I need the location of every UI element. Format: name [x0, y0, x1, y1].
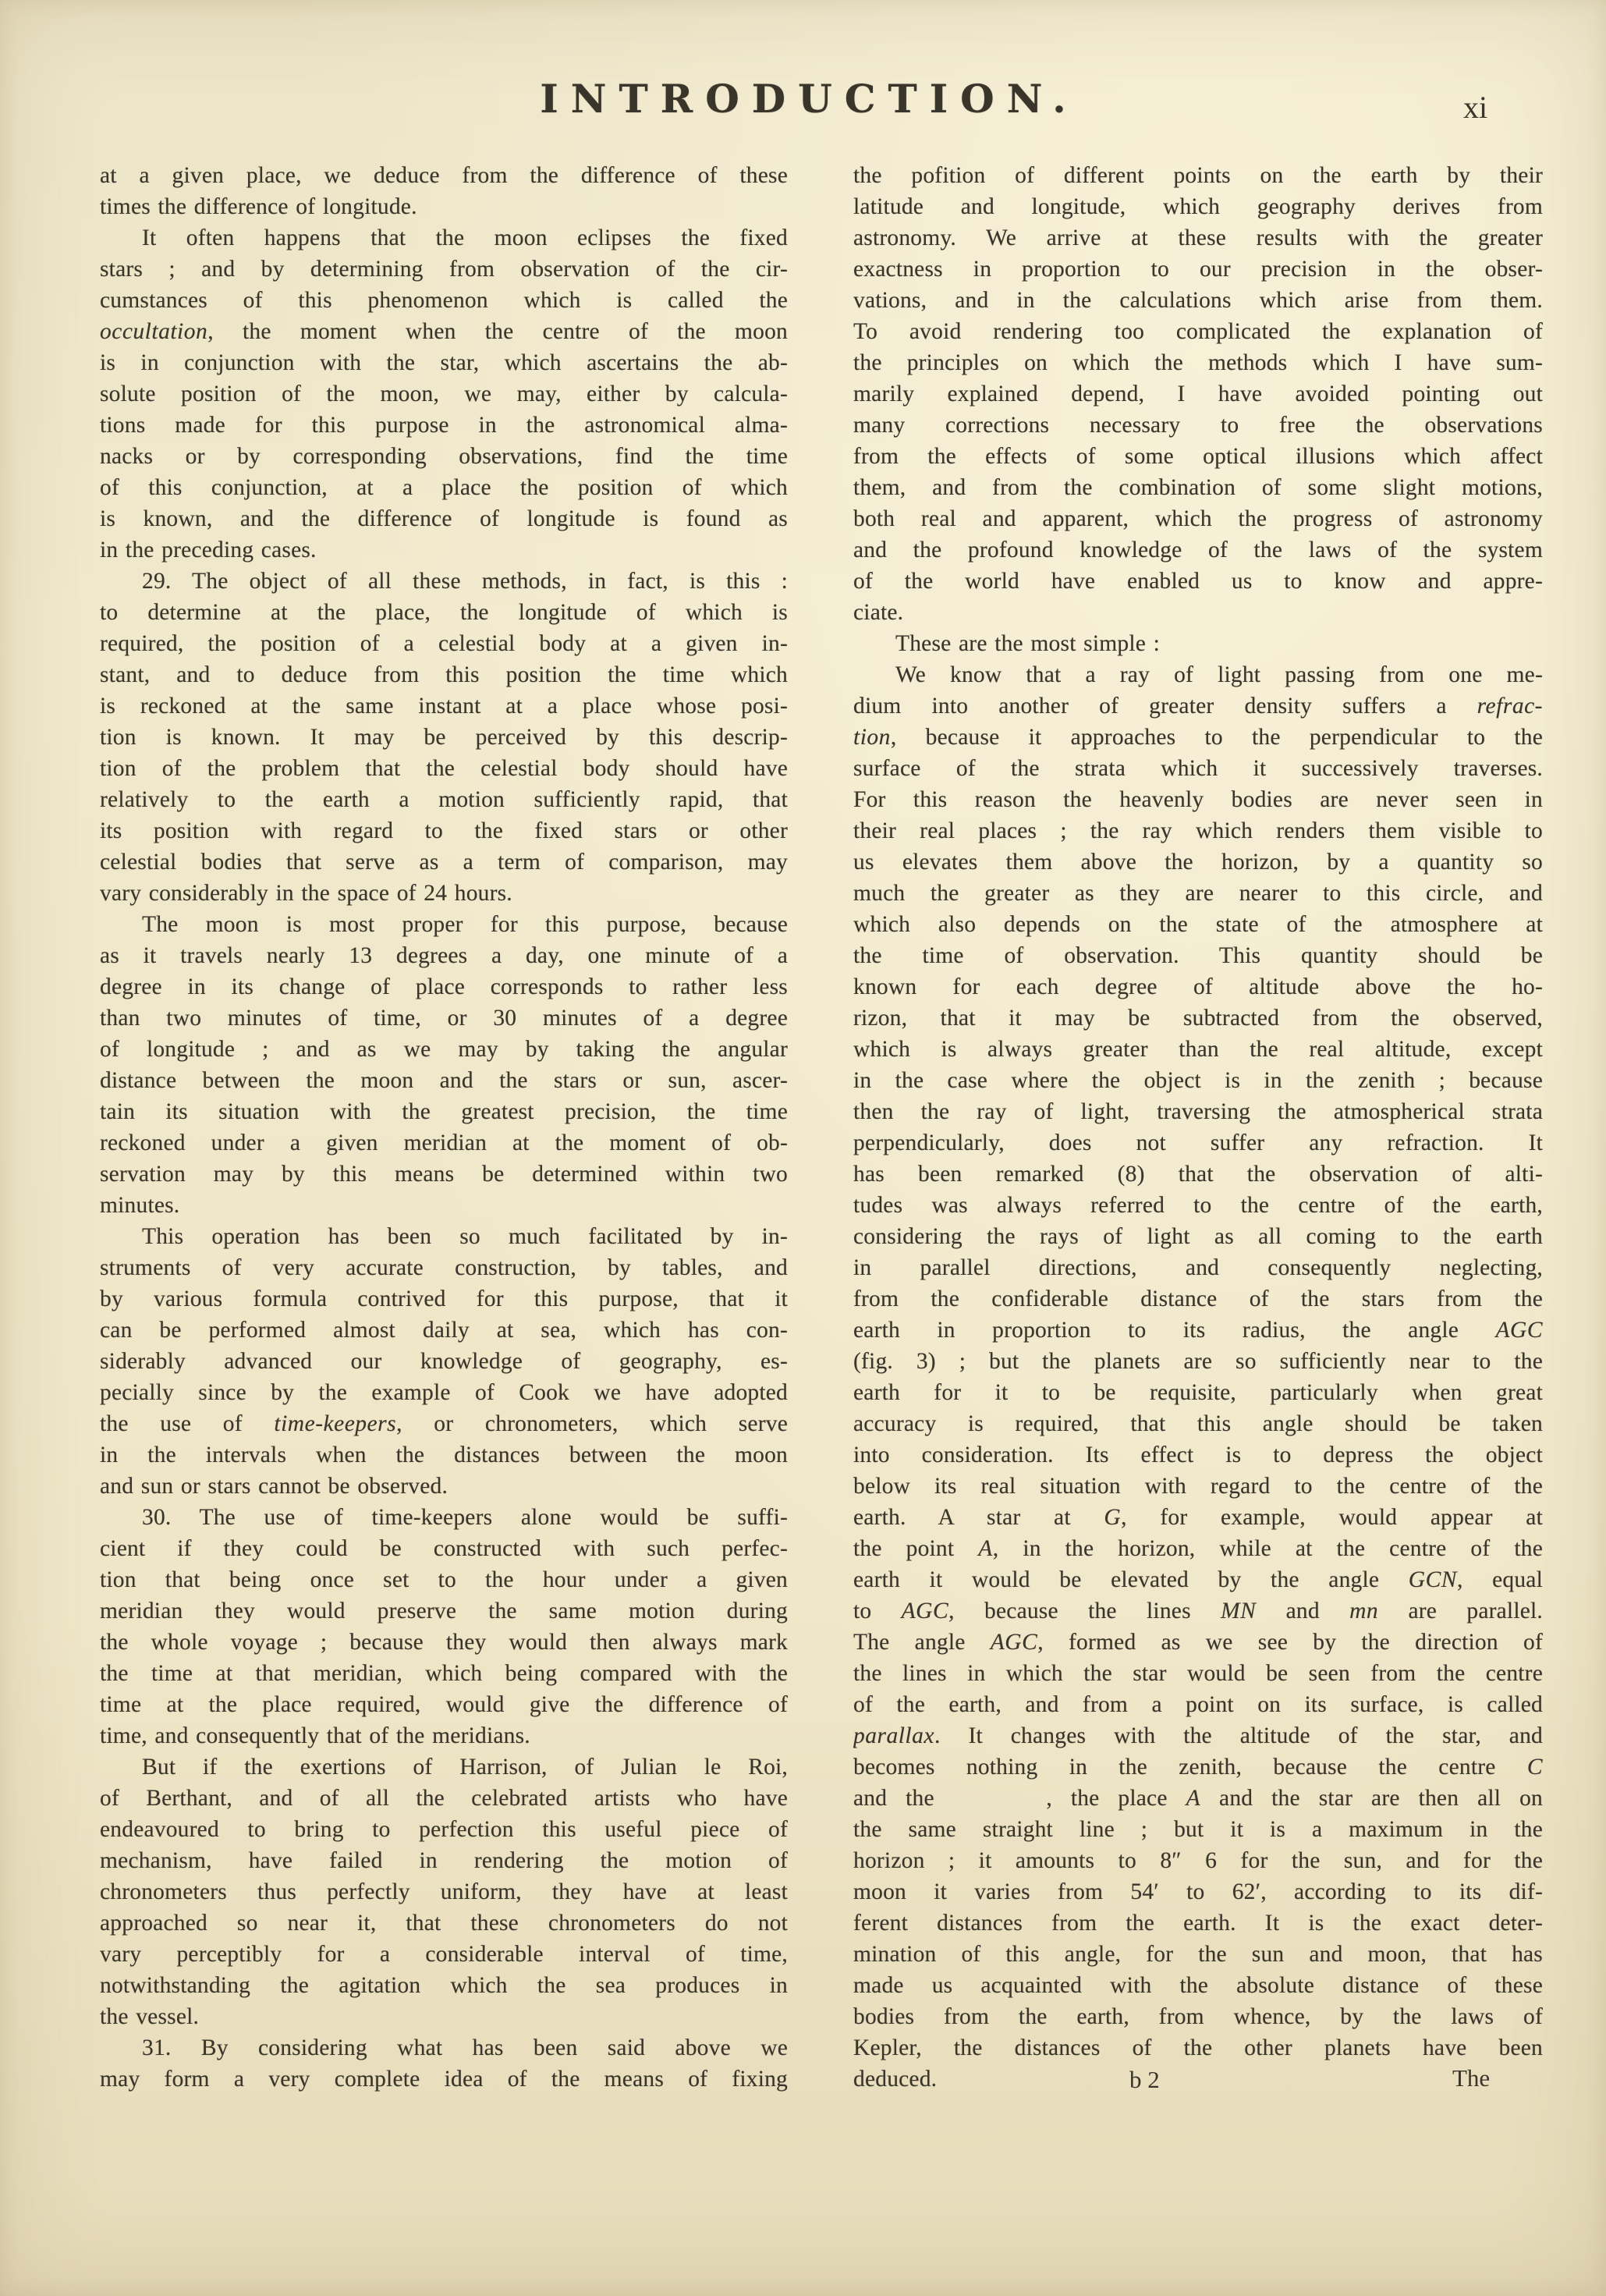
text-line: time at the place required, would give the difference of	[100, 1692, 788, 1717]
text-line: siderably advanced our knowledge of geography, es-	[100, 1349, 788, 1374]
text-line: the point A, in the horizon, while at the centre of the	[853, 1536, 1543, 1561]
text-line: and the profound knowledge of the laws of the system	[853, 538, 1543, 562]
text-line: approached so near it, that these chronometers do not	[100, 1911, 788, 1936]
text-line: has been remarked (8) that the observation of alti-	[853, 1162, 1543, 1187]
text-line: from the confiderable distance of the stars from the	[853, 1286, 1543, 1311]
text-line: earth it would be elevated by the angle GCN, equal	[853, 1567, 1543, 1592]
text-line: relatively to the earth a motion sufficiently rapid, that	[100, 787, 788, 812]
text-line: in the preceding cases.	[100, 538, 317, 562]
text-line: horizon ; it amounts to 8″ 6 for the sun, and for the	[853, 1848, 1543, 1873]
text-line: rizon, that it may be subtracted from the observed,	[853, 1006, 1543, 1031]
text-line: known for each degree of altitude above the ho-	[853, 974, 1543, 999]
text-line: cient if they could be constructed with such perfec-	[100, 1536, 788, 1561]
text-line: We know that a ray of light passing from one me-	[895, 662, 1543, 687]
text-line: Kepler, the distances of the other planets have been	[853, 2035, 1543, 2060]
text-line: much the greater as they are nearer to this circle, and	[853, 881, 1543, 906]
text-line: ciate.	[853, 600, 904, 625]
text-line: 29. The object of all these methods, in fact, is this :	[142, 569, 788, 594]
text-line: servation may by this means be determined within two	[100, 1162, 788, 1187]
text-line: struments of very accurate construction, by tables, and	[100, 1255, 788, 1280]
text-line: at a given place, we deduce from the difference of these	[100, 163, 788, 188]
text-line: may form a very complete idea of the means of fixing	[100, 2067, 788, 2092]
text-line: tion, because it approaches to the perpendicular to the	[853, 725, 1543, 750]
text-line: of longitude ; and as we may by taking the angular	[100, 1037, 788, 1062]
text-line: dium into another of greater density suffers a refrac-	[853, 694, 1543, 719]
text-line: in the intervals when the distances between the moon	[100, 1443, 788, 1467]
text-line: and sun or stars cannot be observed.	[100, 1474, 448, 1499]
text-line: stant, and to deduce from this position the time which	[100, 662, 788, 687]
text-line: the principles on which the methods which I have sum-	[853, 350, 1543, 375]
text-line: 31. By considering what has been said above we	[142, 2035, 788, 2060]
text-line: meridian they would preserve the same motion during	[100, 1599, 788, 1624]
text-line: can be performed almost daily at sea, which has con-	[100, 1318, 788, 1343]
text-line: surface of the strata which it successively traverses.	[853, 756, 1543, 781]
text-line: than two minutes of time, or 30 minutes of a degree	[100, 1006, 788, 1031]
text-line: which is always greater than the real altitude, except	[853, 1037, 1543, 1062]
text-line: vations, and in the calculations which arise from them.	[853, 288, 1543, 313]
text-line: us elevates them above the horizon, by a quantity so	[853, 850, 1543, 875]
text-line: perpendicularly, does not suffer any refraction. It	[853, 1130, 1543, 1155]
left-column	[100, 160, 788, 2095]
text-line: becomes nothing in the zenith, because the centre C	[853, 1755, 1543, 1780]
text-line: earth. A star at G, for example, would appear at	[853, 1505, 1543, 1530]
text-line: time, and consequently that of the meridians.	[100, 1723, 530, 1748]
text-line: and the , the place A and the star are then all on	[853, 1786, 1543, 1811]
text-line: is known, and the difference of longitude is found as	[100, 506, 788, 531]
text-line: tain its situation with the greatest precision, the time	[100, 1099, 788, 1124]
text-line: The angle AGC, formed as we see by the direction of	[853, 1630, 1543, 1655]
text-line: parallax. It changes with the altitude of the star, and	[853, 1723, 1543, 1748]
text-line: them, and from the combination of some slight motions,	[853, 475, 1543, 500]
text-line: notwithstanding the agitation which the sea produces in	[100, 1973, 788, 1998]
text-line: exactness in proportion to our precision in the obser-	[853, 257, 1543, 282]
text-line: These are the most simple :	[895, 631, 1160, 656]
text-line: as it travels nearly 13 degrees a day, one minute of a	[100, 943, 788, 968]
text-line: times the difference of longitude.	[100, 194, 417, 219]
text-line: This operation has been so much facilitated by in-	[142, 1224, 788, 1249]
text-line: the vessel.	[100, 2004, 200, 2029]
text-line: into consideration. Its effect is to depress the object	[853, 1443, 1543, 1467]
right-column	[853, 160, 1543, 2095]
text-line: bodies from the earth, from whence, by the laws of	[853, 2004, 1543, 2029]
text-line: astronomy. We arrive at these results with the greater	[853, 225, 1543, 250]
text-line: the same straight line ; but it is a maximum in the	[853, 1817, 1543, 1842]
text-line: the time at that meridian, which being compared with the	[100, 1661, 788, 1686]
text-line: reckoned under a given meridian at the moment of ob-	[100, 1130, 788, 1155]
text-line: of the world have enabled us to know and appre-	[853, 569, 1543, 594]
text-line: the use of time-keepers, or chronometers, which serve	[100, 1411, 788, 1436]
catchword: The	[1452, 2064, 1491, 2092]
text-line: But if the exertions of Harrison, of Julian le Roi,	[142, 1755, 788, 1780]
text-line: is reckoned at the same instant at a place whose posi-	[100, 694, 788, 719]
text-line: stars ; and by determining from observation of the cir-	[100, 257, 788, 282]
text-line: earth in proportion to its radius, the angle AGC	[853, 1318, 1543, 1343]
text-line: marily explained depend, I have avoided pointing out	[853, 381, 1543, 406]
text-line: vary perceptibly for a considerable interval of time,	[100, 1942, 788, 1967]
text-line: cumstances of this phenomenon which is called the	[100, 288, 788, 313]
text-line: latitude and longitude, which geography derives from	[853, 194, 1543, 219]
text-line: tion that being once set to the hour under a given	[100, 1567, 788, 1592]
text-line: its position with regard to the fixed stars or other	[100, 818, 788, 843]
text-line: tions made for this purpose in the astronomical alma-	[100, 413, 788, 438]
text-line: mination of this angle, for the sun and moon, that has	[853, 1942, 1543, 1967]
text-line: To avoid rendering too complicated the explanation of	[853, 319, 1543, 344]
text-line: the time of observation. This quantity should be	[853, 943, 1543, 968]
text-line: 30. The use of time-keepers alone would be suffi-	[142, 1505, 788, 1530]
text-line: of this conjunction, at a place the position of which	[100, 475, 788, 500]
page-title: INTRODUCTION.	[540, 76, 1079, 122]
text-line: their real places ; the ray which renders them visible to	[853, 818, 1543, 843]
text-line: in the case where the object is in the zenith ; because	[853, 1068, 1543, 1093]
text-line: required, the position of a celestial body at a given in-	[100, 631, 788, 656]
text-line: below its real situation with regard to the centre of the	[853, 1474, 1543, 1499]
text-line: solute position of the moon, we may, either by calcula-	[100, 381, 788, 406]
text-line: endeavoured to bring to perfection this useful piece of	[100, 1817, 788, 1842]
text-line: nacks or by corresponding observations, find the time	[100, 444, 788, 469]
text-line: considering the rays of light as all coming to the earth	[853, 1224, 1543, 1249]
text-line: The moon is most proper for this purpose, because	[142, 912, 788, 937]
text-line: (fig. 3) ; but the planets are so sufficiently near to the	[853, 1349, 1543, 1374]
signature-mark: b 2	[1129, 2066, 1160, 2093]
text-line: degree in its change of place corresponds to rather less	[100, 974, 788, 999]
text-line: tudes was always referred to the centre of the earth,	[853, 1193, 1543, 1218]
text-line: It often happens that the moon eclipses the fixed	[142, 225, 788, 250]
text-line: the whole voyage ; because they would then always mark	[100, 1630, 788, 1655]
text-line: minutes.	[100, 1193, 180, 1218]
text-line: the pofition of different points on the earth by their	[853, 163, 1543, 188]
text-line: For this reason the heavenly bodies are never seen in	[853, 787, 1543, 812]
text-line: pecially since by the example of Cook we have adopted	[100, 1380, 788, 1405]
text-line: ferent distances from the earth. It is the exact deter-	[853, 1911, 1543, 1936]
text-line: then the ray of light, traversing the atmospherical strata	[853, 1099, 1543, 1124]
text-line: many corrections necessary to free the observations	[853, 413, 1543, 438]
text-line: made us acquainted with the absolute distance of these	[853, 1973, 1543, 1998]
text-line: both real and apparent, which the progress of astronomy	[853, 506, 1543, 531]
text-line: earth for it to be requisite, particularly when great	[853, 1380, 1543, 1405]
text-line: of Berthant, and of all the celebrated artists who have	[100, 1786, 788, 1811]
text-line: distance between the moon and the stars or sun, ascer-	[100, 1068, 788, 1093]
page-number: xi	[1463, 90, 1488, 125]
text-line: of the earth, and from a point on its surface, is called	[853, 1692, 1543, 1717]
text-line: accuracy is required, that this angle should be taken	[853, 1411, 1543, 1436]
text-line: celestial bodies that serve as a term of comparison, may	[100, 850, 788, 875]
text-line: in parallel directions, and consequently neglecting,	[853, 1255, 1543, 1280]
text-line: tion is known. It may be perceived by this descrip-	[100, 725, 788, 750]
text-line: by various formula contrived for this purpose, that it	[100, 1286, 788, 1311]
text-line: tion of the problem that the celestial body should have	[100, 756, 788, 781]
text-line: from the effects of some optical illusions which affect	[853, 444, 1543, 469]
text-line: deduced.	[853, 2067, 938, 2092]
text-line: to AGC, because the lines MN and mn are parallel.	[853, 1599, 1543, 1624]
text-line: vary considerably in the space of 24 hours.	[100, 881, 512, 906]
text-line: the lines in which the star would be seen from the centre	[853, 1661, 1543, 1686]
text-line: chronometers thus perfectly uniform, they have at least	[100, 1879, 788, 1904]
text-line: occultation, the moment when the centre of the moon	[100, 319, 788, 344]
text-line: which also depends on the state of the atmosphere at	[853, 912, 1543, 937]
text-line: to determine at the place, the longitude of which is	[100, 600, 788, 625]
text-line: mechanism, have failed in rendering the motion of	[100, 1848, 788, 1873]
text-line: is in conjunction with the star, which ascertains the ab-	[100, 350, 788, 375]
text-line: moon it varies from 54′ to 62′, according to its dif-	[853, 1879, 1543, 1904]
